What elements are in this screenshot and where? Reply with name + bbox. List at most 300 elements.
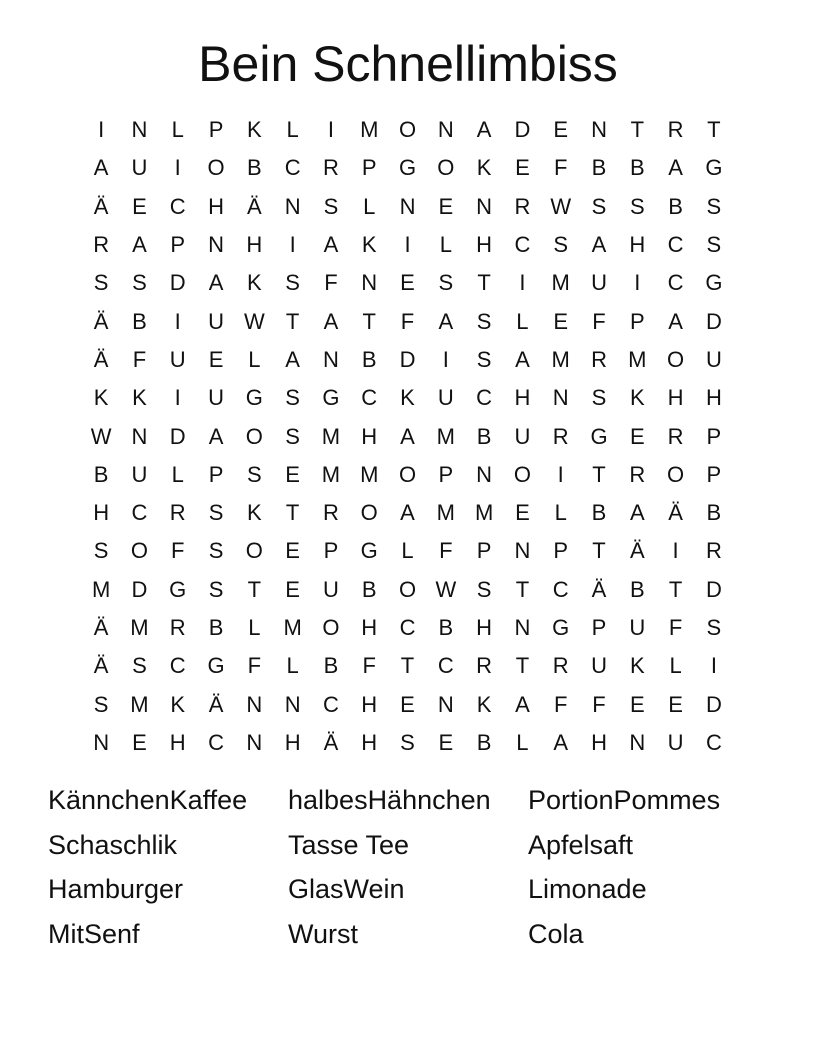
grid-cell: S	[93, 538, 109, 564]
grid-cell: O	[322, 615, 340, 640]
grid-cell: T	[707, 117, 721, 143]
grid-cell: S	[476, 308, 492, 334]
grid-cell: I	[442, 346, 449, 372]
grid-cell: A	[323, 308, 339, 334]
grid-cell: N	[361, 270, 378, 296]
grid-cell: S	[400, 729, 415, 755]
word-list	[48, 778, 788, 956]
grid-cell: N	[437, 691, 454, 717]
grid-cell: I	[519, 270, 526, 296]
grid-cell: I	[289, 232, 296, 258]
grid-cell: B	[629, 155, 645, 181]
grid-cell: M	[551, 270, 570, 296]
grid-cell: C	[437, 653, 454, 679]
grid-cell: U	[514, 423, 531, 449]
grid-cell: C	[131, 500, 148, 526]
grid-cell: D	[514, 117, 531, 143]
grid-row	[82, 149, 734, 187]
grid-cell: H	[361, 423, 378, 449]
grid-cell: T	[515, 576, 530, 602]
grid-cell: C	[514, 232, 531, 258]
word-list-item: MitSenf	[48, 918, 140, 949]
word-list-item: Wurst	[288, 918, 359, 949]
grid-cell: K	[246, 270, 262, 296]
grid-cell: C	[667, 232, 684, 258]
grid-cell: A	[668, 155, 683, 181]
grid-cell: E	[438, 729, 454, 755]
grid-cell: F	[439, 538, 453, 564]
grid-cell: B	[361, 576, 377, 602]
grid-cell: N	[629, 729, 646, 755]
word-list-item: Cola	[528, 918, 584, 949]
grid-cell: E	[132, 729, 147, 755]
grid-cell: U	[705, 346, 722, 372]
grid-cell: K	[629, 653, 645, 679]
grid-cell: B	[361, 346, 377, 372]
grid-cell: B	[93, 461, 109, 487]
grid-cell: G	[322, 385, 340, 411]
word-list-item: Hamburger	[48, 874, 184, 904]
grid-row	[82, 111, 734, 149]
grid-cell: I	[174, 385, 181, 411]
grid-cell: F	[247, 653, 262, 679]
grid-cell: S	[438, 270, 454, 296]
grid-cell: K	[93, 385, 109, 411]
grid-cell: K	[361, 232, 377, 258]
grid-cell: L	[248, 615, 261, 640]
grid-cell: C	[552, 576, 569, 602]
grid-cell: M	[283, 615, 302, 640]
grid-cell: E	[515, 155, 530, 181]
grid-cell: S	[706, 232, 722, 258]
grid-cell: G	[207, 653, 225, 679]
grid-cell: N	[514, 615, 531, 640]
grid-cell: F	[668, 615, 683, 640]
grid-cell: G	[705, 270, 723, 296]
grid-cell: N	[437, 117, 454, 143]
grid-cell: C	[667, 270, 684, 296]
grid-cell: U	[591, 270, 607, 296]
grid-cell: H	[361, 729, 378, 755]
grid-cell: U	[169, 346, 186, 372]
grid-cell: N	[284, 691, 301, 717]
grid-cell: B	[668, 193, 683, 219]
grid-cell: O	[207, 155, 225, 181]
grid-cell: T	[515, 653, 530, 679]
grid-cell: S	[132, 653, 147, 679]
grid-cell: P	[438, 461, 454, 487]
grid-row	[82, 609, 734, 647]
grid-cell: Ä	[323, 729, 339, 755]
grid-cell: A	[591, 232, 607, 258]
grid-cell: P	[591, 615, 607, 640]
grid-cell: K	[400, 385, 415, 411]
grid-cell: Ä	[93, 193, 109, 219]
grid-cell: O	[245, 423, 263, 449]
grid-cell: A	[285, 346, 300, 372]
grid-cell: H	[284, 729, 301, 755]
grid-cell: O	[398, 576, 417, 602]
grid-cell: U	[131, 461, 148, 487]
grid-cell: U	[322, 576, 339, 602]
grid-cell: W	[243, 308, 265, 334]
grid-cell: N	[246, 691, 263, 717]
grid-cell: A	[629, 500, 645, 526]
grid-row	[82, 532, 734, 570]
grid-cell: R	[169, 500, 186, 526]
grid-cell: T	[668, 576, 683, 602]
letter-grid	[82, 111, 734, 762]
grid-cell: A	[553, 729, 569, 755]
grid-cell: O	[667, 346, 685, 372]
grid-cell: O	[513, 461, 531, 487]
grid-cell: R	[93, 232, 110, 258]
grid-cell: E	[285, 576, 300, 602]
grid-cell: N	[399, 193, 416, 219]
grid-cell: N	[208, 232, 224, 258]
grid-cell: I	[404, 232, 411, 258]
grid-cell: A	[668, 308, 683, 334]
grid-cell: E	[400, 270, 415, 296]
grid-cell: B	[246, 155, 262, 181]
grid-cell: K	[170, 691, 186, 717]
grid-cell: S	[285, 270, 300, 296]
grid-cell: K	[629, 385, 645, 411]
grid-cell: T	[247, 576, 262, 602]
grid-cell: H	[591, 729, 607, 755]
grid-row	[82, 188, 734, 226]
grid-cell: I	[710, 653, 717, 679]
grid-row	[82, 264, 734, 302]
grid-cell: O	[130, 538, 148, 564]
grid-cell: I	[557, 461, 564, 487]
grid-cell: S	[285, 423, 300, 449]
grid-cell: N	[514, 538, 531, 564]
grid-cell: G	[552, 615, 570, 640]
grid-cell: E	[400, 691, 415, 717]
grid-cell: A	[400, 423, 415, 449]
grid-cell: T	[285, 308, 300, 334]
grid-cell: S	[93, 270, 109, 296]
grid-cell: T	[630, 117, 645, 143]
grid-cell: D	[169, 270, 186, 296]
grid-cell: F	[400, 308, 415, 334]
grid-cell: B	[476, 729, 492, 755]
grid-cell: E	[515, 500, 530, 526]
grid-cell: A	[438, 308, 454, 334]
grid-row	[82, 341, 734, 379]
grid-cell: M	[360, 461, 379, 487]
grid-cell: N	[131, 117, 148, 143]
grid-cell: B	[132, 308, 147, 334]
word-list-item: Apfelsaft	[528, 829, 634, 860]
grid-cell: E	[132, 193, 147, 219]
grid-cell: N	[476, 461, 493, 487]
word-list-item: KännchenKaffee	[48, 785, 248, 815]
grid-cell: E	[629, 691, 645, 717]
grid-cell: F	[362, 653, 376, 679]
grid-cell: H	[169, 729, 186, 755]
grid-cell: R	[552, 423, 569, 449]
word-list-item: Schaschlik	[48, 829, 178, 860]
grid-cell: L	[363, 193, 376, 219]
grid-cell: N	[246, 729, 263, 755]
grid-cell: L	[516, 308, 529, 334]
word-list-item: halbesHähnchen	[288, 785, 491, 815]
grid-cell: H	[208, 193, 224, 219]
grid-cell: U	[131, 155, 148, 181]
grid-cell: E	[438, 193, 454, 219]
grid-cell: C	[361, 385, 378, 411]
grid-cell: S	[132, 270, 147, 296]
grid-cell: H	[629, 232, 646, 258]
grid-cell: R	[591, 346, 607, 372]
grid-cell: S	[629, 193, 645, 219]
grid-cell: A	[93, 155, 109, 181]
grid-cell: E	[208, 346, 224, 372]
grid-cell: E	[285, 538, 300, 564]
grid-cell: T	[362, 308, 376, 334]
grid-cell: A	[323, 232, 339, 258]
grid-cell: H	[476, 232, 493, 258]
grid-cell: C	[476, 385, 493, 411]
grid-cell: H	[667, 385, 684, 411]
grid-row	[82, 724, 734, 762]
grid-cell: D	[705, 576, 722, 602]
grid-cell: D	[705, 308, 722, 334]
grid-cell: S	[553, 232, 569, 258]
grid-cell: Ä	[93, 653, 109, 679]
grid-cell: Ä	[93, 308, 109, 334]
grid-cell: Ä	[629, 538, 645, 564]
grid-cell: S	[706, 193, 722, 219]
word-list-item: Limonade	[528, 874, 647, 904]
grid-cell: O	[398, 117, 417, 143]
grid-cell: G	[360, 538, 378, 564]
grid-cell: M	[360, 117, 379, 143]
grid-cell: N	[131, 423, 148, 449]
grid-cell: T	[285, 500, 300, 526]
grid-cell: C	[169, 193, 186, 219]
grid-cell: U	[437, 385, 454, 411]
grid-cell: U	[667, 729, 684, 755]
grid-cell: A	[400, 500, 415, 526]
grid-cell: I	[174, 155, 181, 181]
grid-cell: M	[91, 576, 111, 602]
grid-cell: S	[246, 461, 262, 487]
grid-cell: A	[132, 232, 147, 258]
grid-cell: B	[591, 500, 607, 526]
grid-cell: G	[169, 576, 187, 602]
grid-cell: R	[322, 500, 339, 526]
grid-cell: S	[591, 385, 607, 411]
grid-cell: P	[361, 155, 377, 181]
page-title: Bein Schnellimbiss	[198, 36, 618, 92]
grid-cell: P	[629, 308, 645, 334]
grid-row	[82, 226, 734, 264]
grid-cell: N	[93, 729, 110, 755]
grid-cell: K	[246, 500, 262, 526]
grid-cell: B	[208, 615, 224, 640]
grid-row	[82, 417, 734, 455]
grid-cell: E	[553, 308, 569, 334]
grid-row	[82, 685, 734, 723]
grid-cell: P	[706, 461, 722, 487]
grid-cell: R	[629, 461, 646, 487]
grid-cell: C	[399, 615, 416, 640]
grid-cell: I	[327, 117, 334, 143]
grid-cell: I	[98, 117, 105, 143]
grid-cell: T	[592, 538, 606, 564]
grid-cell: R	[552, 653, 569, 679]
grid-cell: S	[285, 385, 300, 411]
grid-cell: L	[248, 346, 261, 372]
grid-cell: A	[208, 270, 224, 296]
grid-cell: P	[553, 538, 569, 564]
grid-row	[82, 456, 734, 494]
word-list-item: GlasWein	[288, 874, 405, 904]
grid-cell: L	[286, 117, 299, 143]
grid-cell: S	[208, 500, 224, 526]
grid-cell: M	[130, 691, 149, 717]
grid-cell: B	[323, 653, 339, 679]
grid-cell: L	[516, 729, 529, 755]
grid-cell: B	[476, 423, 492, 449]
grid-cell: O	[245, 538, 263, 564]
grid-cell: M	[551, 346, 570, 372]
grid-cell: H	[361, 691, 378, 717]
grid-cell: D	[169, 423, 186, 449]
grid-cell: A	[515, 346, 530, 372]
grid-cell: F	[553, 691, 568, 717]
grid-row	[82, 494, 734, 532]
grid-cell: P	[208, 461, 224, 487]
grid-cell: S	[476, 576, 492, 602]
grid-cell: I	[672, 538, 679, 564]
grid-cell: U	[208, 385, 224, 411]
grid-cell: S	[93, 691, 109, 717]
grid-cell: L	[401, 538, 414, 564]
grid-cell: K	[476, 155, 492, 181]
grid-cell: S	[591, 193, 607, 219]
grid-cell: P	[706, 423, 722, 449]
grid-cell: E	[629, 423, 645, 449]
grid-cell: Ä	[208, 691, 224, 717]
grid-cell: Ä	[591, 576, 607, 602]
grid-cell: U	[591, 653, 607, 679]
grid-cell: I	[174, 308, 181, 334]
grid-cell: P	[476, 538, 492, 564]
grid-cell: C	[322, 691, 339, 717]
grid-cell: F	[132, 346, 147, 372]
grid-cell: S	[706, 615, 722, 640]
grid-cell: L	[286, 653, 299, 679]
grid-cell: R	[514, 193, 531, 219]
grid-cell: M	[474, 500, 494, 526]
grid-row	[82, 302, 734, 340]
grid-cell: E	[553, 117, 569, 143]
grid-cell: S	[323, 193, 339, 219]
grid-cell: R	[667, 423, 684, 449]
grid-cell: C	[169, 653, 186, 679]
grid-cell: F	[592, 691, 606, 717]
grid-cell: D	[705, 691, 722, 717]
grid-cell: I	[634, 270, 641, 296]
grid-cell: L	[554, 500, 567, 526]
grid-cell: B	[591, 155, 607, 181]
grid-cell: R	[476, 653, 493, 679]
grid-cell: H	[93, 500, 110, 526]
grid-cell: K	[476, 691, 492, 717]
grid-cell: G	[590, 423, 608, 449]
grid-cell: T	[477, 270, 491, 296]
word-list-item: Tasse Tee	[288, 829, 410, 860]
grid-cell: G	[245, 385, 263, 411]
grid-cell: A	[476, 117, 492, 143]
grid-cell: B	[438, 615, 454, 640]
grid-cell: B	[706, 500, 722, 526]
grid-cell: R	[169, 615, 186, 640]
grid-cell: L	[171, 461, 184, 487]
grid-cell: W	[435, 576, 457, 602]
grid-cell: H	[246, 232, 263, 258]
grid-cell: Ä	[246, 193, 262, 219]
grid-cell: M	[436, 500, 455, 526]
grid-cell: F	[324, 270, 338, 296]
grid-cell: H	[705, 385, 722, 411]
grid-cell: C	[284, 155, 301, 181]
word-list-item: PortionPommes	[528, 785, 721, 815]
grid-cell: F	[592, 308, 606, 334]
grid-cell: N	[322, 346, 339, 372]
grid-cell: K	[246, 117, 262, 143]
grid-cell: M	[321, 423, 341, 449]
grid-cell: O	[398, 461, 417, 487]
grid-row	[82, 379, 734, 417]
grid-cell: B	[629, 576, 645, 602]
grid-cell: A	[208, 423, 224, 449]
grid-cell: L	[171, 117, 184, 143]
grid-cell: U	[208, 308, 224, 334]
grid-row	[82, 571, 734, 609]
grid-cell: Ä	[93, 615, 109, 640]
grid-cell: C	[208, 729, 224, 755]
grid-cell: H	[514, 385, 531, 411]
grid-cell: L	[439, 232, 452, 258]
grid-cell: R	[322, 155, 339, 181]
grid-cell: U	[629, 615, 646, 640]
grid-cell: F	[553, 155, 568, 181]
grid-cell: M	[628, 346, 647, 372]
grid-cell: L	[669, 653, 682, 679]
grid-cell: Ä	[668, 500, 683, 526]
grid-cell: T	[592, 461, 606, 487]
grid-cell: K	[132, 385, 147, 411]
grid-cell: N	[476, 193, 493, 219]
grid-cell: M	[321, 461, 341, 487]
grid-cell: W	[90, 423, 112, 449]
grid-cell: N	[284, 193, 301, 219]
grid-cell: P	[323, 538, 339, 564]
grid-cell: P	[170, 232, 186, 258]
grid-cell: H	[361, 615, 378, 640]
grid-cell: N	[552, 385, 569, 411]
grid-cell: M	[130, 615, 149, 640]
grid-cell: F	[171, 538, 185, 564]
grid-cell: D	[131, 576, 148, 602]
grid-cell: E	[285, 461, 300, 487]
grid-cell: E	[668, 691, 683, 717]
